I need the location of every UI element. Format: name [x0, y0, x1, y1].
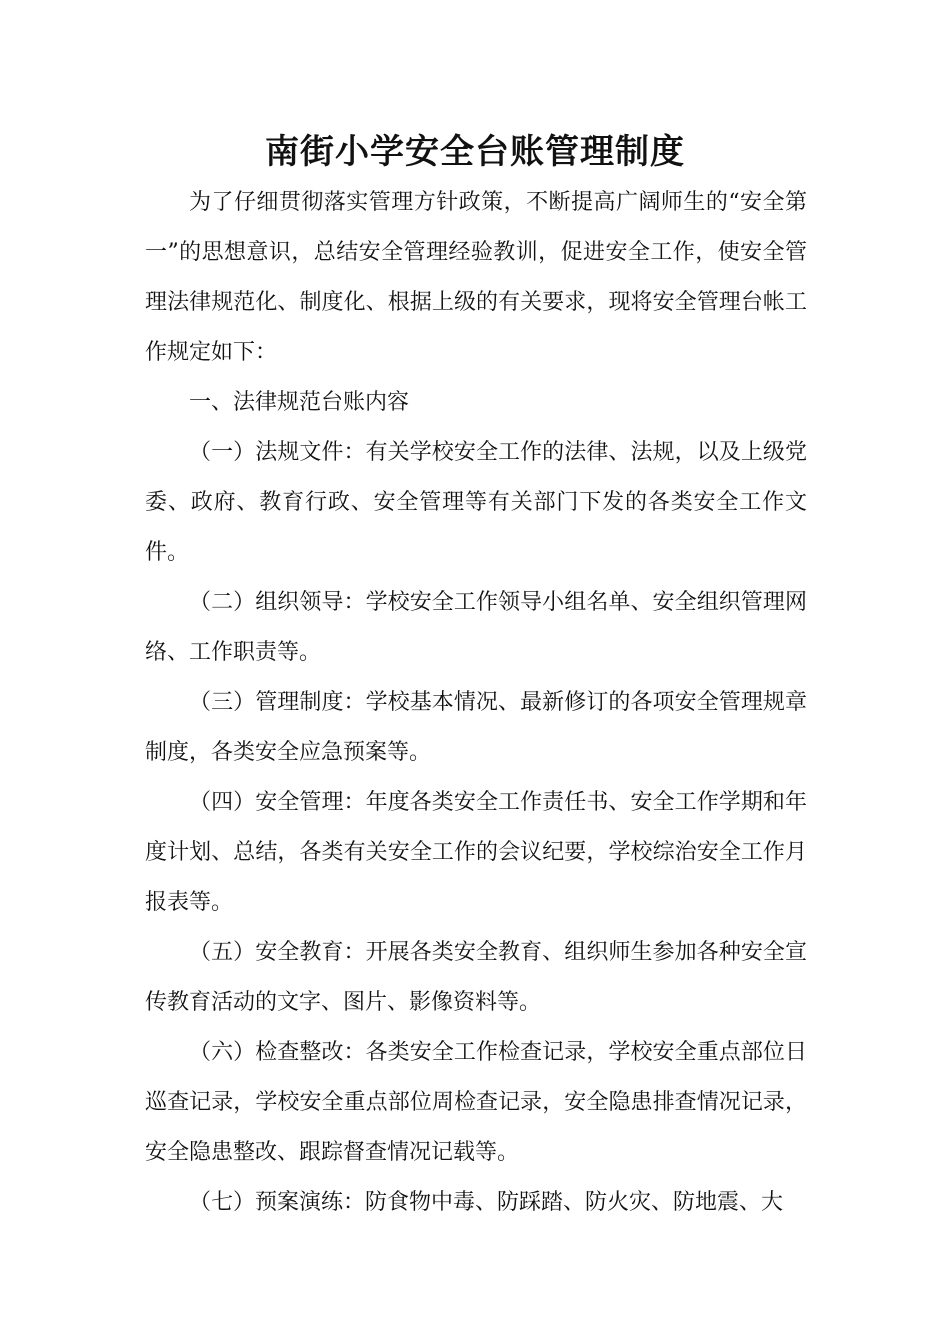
paragraph-item-7: （七）预案演练：防食物中毒、防踩踏、防火灾、防地震、大	[189, 1190, 784, 1215]
paragraph-item-1: （一）法规文件：有关学校安全工作的法律、法规，以及上级党委、政府、教育行政、安全管理等有关部门下发的各类安全工作文件。	[145, 440, 807, 565]
document-title: 南街小学安全台账管理制度	[265, 132, 685, 172]
section-heading: 一、法律规范台账内容	[189, 390, 410, 415]
paragraph-item-2: （二）组织领导：学校安全工作领导小组名单、安全组织管理网络、工作职责等。	[145, 590, 807, 665]
document-body	[145, 178, 807, 1228]
paragraph-item-5: （五）安全教育：开展各类安全教育、组织师生参加各种安全宣传教育活动的文字、图片、影像资料等。	[145, 940, 807, 1015]
paragraph-item-4: （四）安全管理：年度各类安全工作责任书、安全工作学期和年度计划、总结，各类有关安全工作的会议纪要，学校综治安全工作月报表等。	[145, 790, 807, 915]
paragraph-item-6: （六）检查整改：各类安全工作检查记录，学校安全重点部位日巡查记录，学校安全重点部位周检查记录，安全隐患排查情况记录，安全隐患整改、跟踪督查情况记载等。	[145, 1040, 807, 1165]
paragraph-intro: 为了仔细贯彻落实管理方针政策，不断提高广阔师生的“安全第一”的思想意识，总结安全管理经验教训，促进安全工作，使安全管理法律规范化、制度化、根据上级的有关要求，现将安全管理台帐工作规定如下：	[145, 190, 807, 365]
paragraph-item-3: （三）管理制度：学校基本情况、最新修订的各项安全管理规章制度，各类安全应急预案等。	[145, 690, 807, 765]
